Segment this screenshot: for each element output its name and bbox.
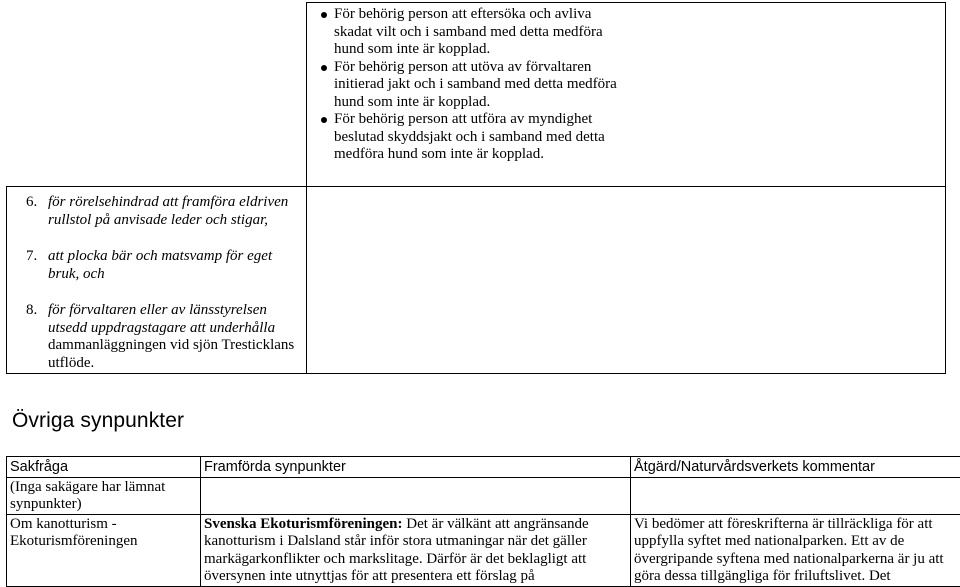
numbered-item-7: 7. att plocka bär och matsvamp för eget bruk, och — [26, 248, 273, 282]
table-border — [306, 2, 307, 374]
table-cell — [201, 477, 631, 514]
table-header-row — [7, 457, 960, 478]
bullet-icon — [321, 12, 327, 18]
comments-table — [6, 456, 960, 587]
column-header-comments: Framförda synpunkter — [201, 457, 631, 478]
section-heading: Övriga synpunkter — [12, 409, 185, 432]
numbered-item-6: 6. för rörelsehindrad att framföra eldriven rullstol på anvisade leder och stigar, — [26, 194, 289, 228]
table-cell: (Inga sakägare har lämnat synpunkter) — [7, 477, 201, 514]
table-border — [945, 2, 946, 374]
table-cell: Vi bedömer att föreskrifterna är tillräckliga för att uppfylla syftet med nationalparken. Ett av de övergripande syftena med nationalparkerna är ju att göra dessa tillgängliga för friluftslivet. Det — [631, 514, 960, 586]
rule-bullet-list — [318, 6, 618, 164]
numbered-item-8: 8. för förvaltaren eller av länsstyrelsen utsedd uppdragstagare att underhålla dammanläggningen vid sjön Tresticklans utflöde. — [26, 302, 295, 371]
table-border — [6, 373, 946, 374]
table-row — [7, 514, 960, 586]
table-cell: Om kanotturism - Ekoturismföreningen — [7, 514, 201, 586]
column-header-issue: Sakfråga — [7, 457, 201, 478]
upper-table — [6, 2, 945, 374]
bullet-icon — [321, 65, 327, 71]
table-cell: Svenska Ekoturismföreningen: Det är välkänt att angränsande kanotturism i Dalsland står inför stora utmaningar när det gäller markägarkonflikter och markslitage. Därför är det beklagligt att översynen inte utnyttjas för att presentera ett förslag på — [201, 514, 631, 586]
table-border — [6, 186, 946, 187]
list-item: För behörig person att utöva av förvaltaren initierad jakt och i samband med detta medföra hund som inte är kopplad. — [318, 59, 618, 112]
bullet-icon — [321, 117, 327, 123]
column-header-action: Åtgärd/Naturvårdsverkets kommentar — [631, 457, 960, 478]
table-border — [6, 186, 7, 374]
table-row — [7, 477, 960, 514]
table-cell — [631, 477, 960, 514]
list-item: För behörig person att eftersöka och avliva skadat vilt och i samband med detta medföra hund som inte är kopplad. — [318, 6, 618, 59]
table-border — [306, 2, 946, 3]
list-item: För behörig person att utföra av myndighet beslutad skyddsjakt och i samband med detta medföra hund som inte är kopplad. — [318, 111, 618, 164]
